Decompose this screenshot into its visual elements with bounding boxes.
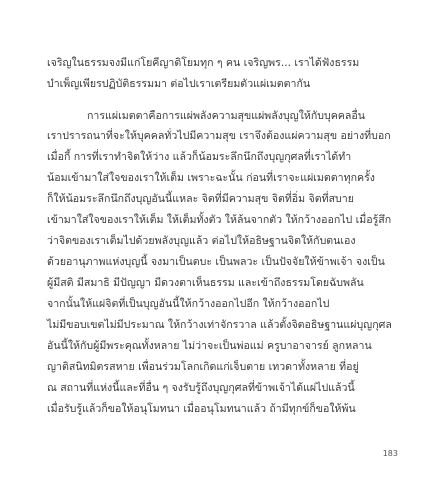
text-line: น้อมเข้ามาใส่ใจของเราให้เต็ม เพราะฉะนั้น ก่อนที่เราจะแผ่เมตตาทุกครั้ง (47, 172, 375, 184)
text-line: อันนี้ให้กับผู้มีพระคุณทั้งหลาย ไม่ว่าจะเป็นพ่อแม่ ครูบาอาจารย์ ลูกหลาน (47, 340, 372, 352)
page-number: 183 (382, 449, 398, 458)
text-line: ผู้มีสติ มีสมาธิ มีปัญญา มีดวงตาเห็นธรรม และเข้าถึงธรรมโดยฉับพลัน (47, 277, 364, 289)
text-line: เมื่อรับรู้แล้วก็ขอให้อนุโมทนา เมื่ออนุโมทนาแล้ว ถ้ามีทุกข์ก็ขอให้พ้น (47, 403, 356, 415)
text-line: ณ สถานที่แห่งนี้และที่อื่น ๆ จงรับรู้ถึงบุญกุศลที่ข้าพเจ้าได้แผ่ไปแล้วนี้ (47, 382, 355, 394)
text-line: ญาติสนิทมิตรสหาย เพื่อนร่วมโลกเกิดแก่เจ็บตาย เทวดาทั้งหลาย ที่อยู่ (47, 361, 359, 373)
text-line: เจริญในธรรมจงมีแก่โยคีญาติโยมทุก ๆ คน เจริญพร... เราได้ฟังธรรม (47, 57, 360, 69)
text-line: บำเพ็ญเพียรปฏิบัติธรรมมา ต่อไปเราเตรียมตัวแผ่เมตตากัน (47, 78, 311, 90)
paragraph-first-line: การแผ่เมตตาคือการแผ่พลังความสุขแผ่พลังบุญให้กับบุคคลอื่น (87, 110, 365, 122)
text-line: เข้ามาใส่ใจของเราให้เต็ม ให้เต็มทั้งตัว ให้ล้นจากตัว ให้กว้างออกไป เมื่อรู้สึก (47, 214, 392, 226)
text-line: ว่าจิตของเราเต็มไปด้วยพลังบุญแล้ว ต่อไปให้อธิษฐานจิตให้กับตนเอง (47, 235, 356, 247)
text-line: ก็ให้น้อมระลึกนึกถึงบุญอันนี้แหละ จิตที่มีความสุข จิตที่อิ่ม จิตที่สบาย (47, 193, 354, 205)
text-line: เราปรารถนาที่จะให้บุคคลทั่วไปมีความสุข เราจึงต้องแผ่ความสุข อย่างที่บอก (47, 130, 391, 142)
text-line: ไม่มีขอบเขตไม่มีประมาณ ให้กว้างเท่าจักรวาล แล้วตั้งจิตอธิษฐานแผ่บุญกุศล (47, 319, 392, 331)
text-line: เมื่อกี้ การที่เราทำจิตให้ว่าง แล้วก็น้อมระลึกนึกถึงบุญกุศลที่เราได้ทำ (47, 151, 352, 163)
text-line: จากนั้นให้แผ่จิตที่เป็นบุญอันนี้ให้กว้างออกไปอีก ให้กว้างออกไป (47, 298, 330, 310)
text-line: ด้วยอานุภาพแห่งบุญนี้ จงมาเป็นตบะ เป็นพลวะ เป็นปัจจัยให้ข้าพเจ้า จงเป็น (47, 256, 385, 268)
